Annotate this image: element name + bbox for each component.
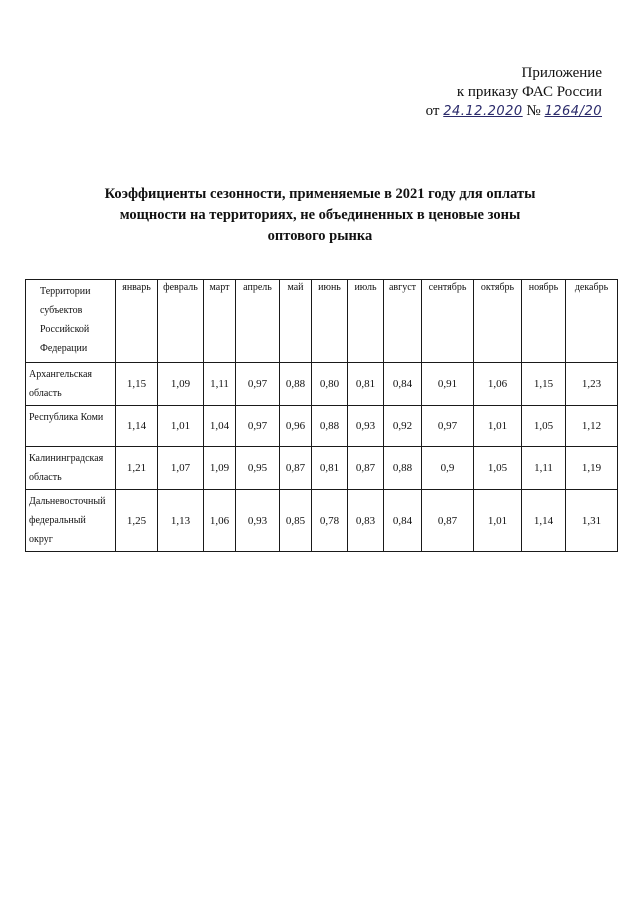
value-cell: 0,81 bbox=[312, 447, 348, 490]
value-cell: 1,01 bbox=[158, 406, 204, 447]
value-cell: 1,07 bbox=[158, 447, 204, 490]
header-month: апрель bbox=[236, 280, 280, 363]
value-cell: 0,96 bbox=[280, 406, 312, 447]
value-cell: 0,87 bbox=[280, 447, 312, 490]
header-month: март bbox=[204, 280, 236, 363]
value-cell: 0,87 bbox=[348, 447, 384, 490]
table-row bbox=[26, 363, 618, 406]
value-cell: 1,14 bbox=[522, 490, 566, 552]
header-month: октябрь bbox=[474, 280, 522, 363]
title-line-2: мощности на территориях, не объединенных в ценовые зоны bbox=[119, 207, 521, 223]
value-cell: 1,04 bbox=[204, 406, 236, 447]
header-month: сентябрь bbox=[422, 280, 474, 363]
value-cell: 0,84 bbox=[384, 490, 422, 552]
value-cell: 0,97 bbox=[236, 406, 280, 447]
value-cell: 1,13 bbox=[158, 490, 204, 552]
value-cell: 1,09 bbox=[158, 363, 204, 406]
header-month: декабрь bbox=[566, 280, 618, 363]
date-prefix: от bbox=[425, 103, 440, 119]
value-cell: 1,06 bbox=[474, 363, 522, 406]
value-cell: 0,88 bbox=[280, 363, 312, 406]
value-cell: 1,06 bbox=[204, 490, 236, 552]
coefficients-table bbox=[25, 279, 618, 552]
header-month: ноябрь bbox=[522, 280, 566, 363]
value-cell: 0,85 bbox=[280, 490, 312, 552]
value-cell: 1,15 bbox=[116, 363, 158, 406]
value-cell: 0,97 bbox=[422, 406, 474, 447]
value-cell: 1,21 bbox=[116, 447, 158, 490]
value-cell: 1,31 bbox=[566, 490, 618, 552]
value-cell: 0,87 bbox=[422, 490, 474, 552]
value-cell: 1,05 bbox=[522, 406, 566, 447]
region-cell: Архангельская область bbox=[26, 363, 116, 406]
value-cell: 1,01 bbox=[474, 490, 522, 552]
value-cell: 1,11 bbox=[204, 363, 236, 406]
value-cell: 1,15 bbox=[522, 363, 566, 406]
region-cell: Республика Коми bbox=[26, 406, 116, 447]
appendix-order-ref: к приказу ФАС России bbox=[456, 84, 602, 100]
table-header-row bbox=[26, 280, 618, 363]
table-row bbox=[26, 447, 618, 490]
handwritten-number: 1264/20 bbox=[544, 104, 602, 119]
value-cell: 0,80 bbox=[312, 363, 348, 406]
header-territory: Территории субъектов Российской Федерации bbox=[26, 280, 116, 363]
value-cell: 1,11 bbox=[522, 447, 566, 490]
value-cell: 1,05 bbox=[474, 447, 522, 490]
table-row bbox=[26, 490, 618, 552]
header-month: июнь bbox=[312, 280, 348, 363]
header-month: июль bbox=[348, 280, 384, 363]
value-cell: 1,09 bbox=[204, 447, 236, 490]
table-row bbox=[26, 406, 618, 447]
header-month: январь bbox=[116, 280, 158, 363]
region-cell: Калининградская область bbox=[26, 447, 116, 490]
value-cell: 0,91 bbox=[422, 363, 474, 406]
header-month: май bbox=[280, 280, 312, 363]
value-cell: 0,83 bbox=[348, 490, 384, 552]
document-title bbox=[100, 184, 540, 247]
appendix-title: Приложение bbox=[521, 65, 602, 81]
value-cell: 0,93 bbox=[348, 406, 384, 447]
value-cell: 1,25 bbox=[116, 490, 158, 552]
value-cell: 0,88 bbox=[384, 447, 422, 490]
value-cell: 0,93 bbox=[236, 490, 280, 552]
handwritten-date: 24.12.2020 bbox=[443, 104, 523, 119]
value-cell: 0,9 bbox=[422, 447, 474, 490]
value-cell: 0,78 bbox=[312, 490, 348, 552]
header-month: февраль bbox=[158, 280, 204, 363]
value-cell: 0,97 bbox=[236, 363, 280, 406]
value-cell: 0,81 bbox=[348, 363, 384, 406]
value-cell: 1,19 bbox=[566, 447, 618, 490]
region-cell: Дальневосточный федеральный округ bbox=[26, 490, 116, 552]
title-line-3: оптового рынка bbox=[267, 228, 373, 244]
value-cell: 0,95 bbox=[236, 447, 280, 490]
value-cell: 0,88 bbox=[312, 406, 348, 447]
value-cell: 0,92 bbox=[384, 406, 422, 447]
appendix-date-number bbox=[426, 102, 602, 121]
number-prefix: № bbox=[526, 103, 541, 119]
value-cell: 1,12 bbox=[566, 406, 618, 447]
value-cell: 1,23 bbox=[566, 363, 618, 406]
title-line-1: Коэффициенты сезонности, применяемые в 2021 году для оплаты bbox=[104, 186, 536, 202]
header-month: август bbox=[384, 280, 422, 363]
value-cell: 1,01 bbox=[474, 406, 522, 447]
value-cell: 0,84 bbox=[384, 363, 422, 406]
value-cell: 1,14 bbox=[116, 406, 158, 447]
appendix-block bbox=[426, 64, 602, 121]
